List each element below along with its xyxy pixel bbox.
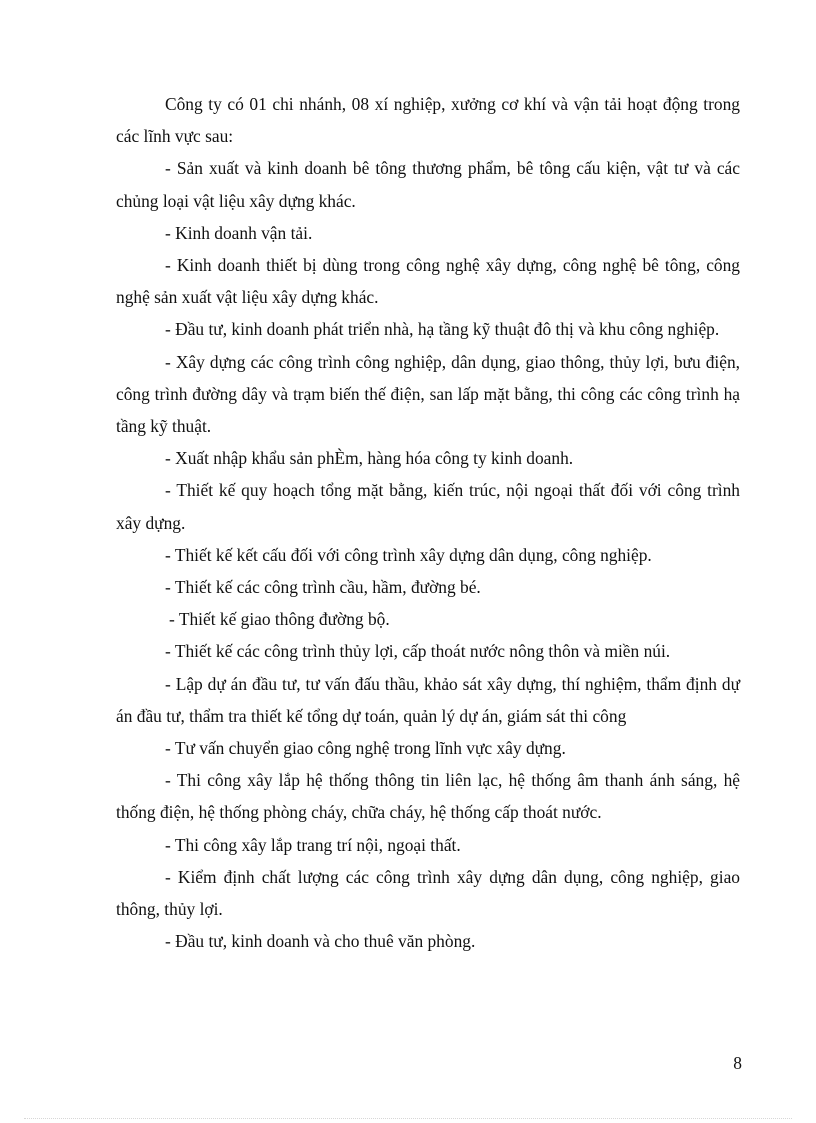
document-body: [116, 88, 740, 957]
intro-paragraph: Công ty có 01 chi nhánh, 08 xí nghiệp, xưởng cơ khí và vận tải hoạt động trong các lĩnh vực sau:: [116, 94, 740, 147]
list-item-master-planning: - Thiết kế quy hoạch tổng mặt bằng, kiến trúc, nội ngoại thất đối với công trình xây dựng.: [116, 480, 740, 533]
list-item-road-design: - Thiết kế giao thông đường bộ.: [169, 609, 390, 630]
list-item-office-leasing: - Đầu tư, kinh doanh và cho thuê văn phòng.: [165, 931, 476, 952]
list-item-mep-installation: - Thi công xây lắp hệ thống thông tin liên lạc, hệ thống âm thanh ánh sáng, hệ thống điện, hệ thống phòng cháy, chữa cháy, hệ thống cấp thoát nước.: [116, 770, 740, 823]
list-item-concrete-production: - Sản xuất và kinh doanh bê tông thương phẩm, bê tông cấu kiện, vật tư và các chủng loại vật liệu xây dựng khác.: [116, 158, 740, 211]
list-item-construction-works: - Xây dựng các công trình công nghiệp, dân dụng, giao thông, thủy lợi, bưu điện, công trình đường dây và trạm biến thế điện, san lấp mặt bằng, thi công các công trình hạ tầng kỹ thuật.: [116, 351, 740, 437]
list-item-interior-decoration: - Thi công xây lắp trang trí nội, ngoại thất.: [165, 834, 461, 855]
list-item-technology-transfer: - Tư vấn chuyển giao công nghệ trong lĩnh vực xây dựng.: [165, 738, 566, 759]
list-item-structural-design: - Thiết kế kết cấu đối với công trình xây dựng dân dụng, công nghiệp.: [165, 544, 652, 565]
list-item-import-export: - Xuất nhập khẩu sản phÈm, hàng hóa công ty kinh doanh.: [165, 448, 574, 469]
list-item-transport: - Kinh doanh vận tải.: [165, 222, 313, 243]
list-item-project-consulting: - Lập dự án đầu tư, tư vấn đấu thầu, khảo sát xây dựng, thí nghiệm, thẩm định dự án đầu tư, thẩm tra thiết kế tổng dự toán, quản lý dự án, giám sát thi công: [116, 673, 740, 726]
page-number: 8: [733, 1053, 742, 1073]
footer-dotted-rule: [24, 1118, 792, 1119]
list-item-equipment-trading: - Kinh doanh thiết bị dùng trong công nghệ xây dựng, công nghệ bê tông, công nghệ sản xuất vật liệu xây dựng khác.: [116, 255, 740, 308]
list-item-bridge-tunnel-design: - Thiết kế các công trình cầu, hầm, đường bé.: [165, 577, 481, 598]
list-item-real-estate-investment: - Đầu tư, kinh doanh phát triển nhà, hạ tầng kỹ thuật đô thị và khu công nghiệp.: [165, 319, 720, 340]
list-item-irrigation-design: - Thiết kế các công trình thủy lợi, cấp thoát nước nông thôn và miền núi.: [165, 641, 671, 662]
list-item-quality-inspection: - Kiểm định chất lượng các công trình xây dựng dân dụng, công nghiệp, giao thông, thủy lợi.: [116, 866, 740, 920]
